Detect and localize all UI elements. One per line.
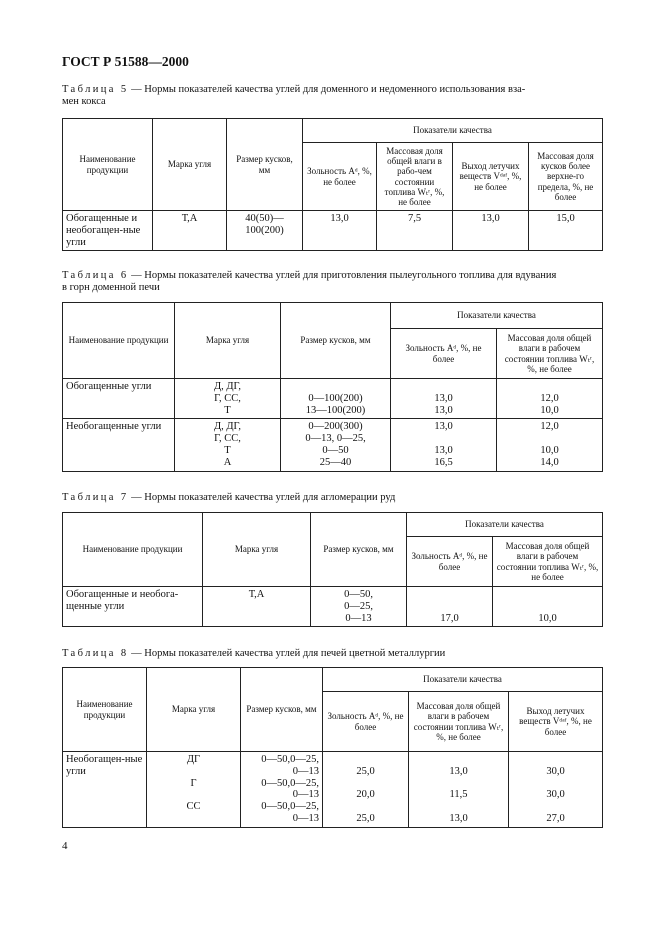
lump-size: 0—100(200) 13—100(200) — [281, 379, 391, 419]
coal-mark: Т,А — [203, 587, 311, 627]
lump-size: 0—200(300) 0—13, 0—25, 0—50 25—40 — [281, 419, 391, 471]
moisture-value: 12,0 10,0 — [497, 379, 603, 419]
lump-size: 0—50,0—25, 0—13 0—50,0—25, 0—13 0—50,0—25, 0—13 — [241, 752, 323, 828]
moisture-value: 10,0 — [493, 587, 603, 627]
col-size: Размер кусков, мм — [281, 303, 391, 379]
moisture-value: 13,0 11,5 13,0 — [409, 752, 509, 828]
table-5-title-cont: мен кокса — [62, 96, 106, 107]
col-size: Размер кусков, мм — [227, 119, 303, 211]
col-volatile: Выход летучих веществ Vᵈᵃᶠ, %, не более — [509, 692, 603, 752]
page-number: 4 — [62, 840, 68, 852]
table-8 — [62, 667, 603, 828]
table-8-title: — Нормы показателей качества углей для печей цветной металлургии — [128, 648, 446, 659]
product-name: Обогащенные угли — [63, 379, 175, 419]
ash-value: 13,0 13,0 16,5 — [391, 419, 497, 471]
col-ash: Зольность Aᵈ, %, не более — [391, 329, 497, 379]
product-name: Необогащенные угли — [63, 419, 175, 471]
coal-mark: Д, ДГ, Г, СС, Т А — [175, 419, 281, 471]
col-ash: Зольность Aᵈ, %, не более — [407, 537, 493, 587]
col-quality: Показатели качества — [407, 513, 603, 537]
col-size: Размер кусков, мм — [311, 513, 407, 587]
product-name: Необогащен-ные угли — [63, 752, 147, 828]
table-7 — [62, 512, 603, 627]
col-ash: Зольность Aᵈ, %, не более — [323, 692, 409, 752]
table-7-title: — Нормы показателей качества углей для агломерации руд — [128, 492, 396, 503]
moisture-value: 7,5 — [377, 211, 453, 251]
col-mark: Марка угля — [153, 119, 227, 211]
lump-size: 40(50)—100(200) — [227, 211, 303, 251]
coal-mark: Д, ДГ, Г, СС, Т — [175, 379, 281, 419]
coal-mark: ДГ Г СС — [147, 752, 241, 828]
volatile-value: 30,0 30,0 27,0 — [509, 752, 603, 828]
ash-value: 17,0 — [407, 587, 493, 627]
coal-mark: Т,А — [153, 211, 227, 251]
lump-size: 0—50, 0—25, 0—13 — [311, 587, 407, 627]
table-8-label: Таблица 8 — [62, 648, 129, 659]
table-row — [63, 211, 603, 251]
ash-value: 13,0 — [303, 211, 377, 251]
moisture-value: 12,0 10,0 14,0 — [497, 419, 603, 471]
product-name: Обогащенные и необога-щенные угли — [63, 587, 203, 627]
col-moisture: Массовая доля общей влаги в рабочем состоянии топлива Wₜʳ, %, не более — [497, 329, 603, 379]
col-name: Наименование продукции — [63, 303, 175, 379]
volatile-value: 13,0 — [453, 211, 529, 251]
table-8-caption — [62, 648, 445, 660]
ash-value: 13,0 13,0 — [391, 379, 497, 419]
col-quality: Показатели качества — [303, 119, 603, 143]
table-6-title: — Нормы показателей качества углей для приготовления пылеугольного топлива для вдувания — [128, 270, 557, 281]
table-5-title: — Нормы показателей качества углей для доменного и недоменного использования вза- — [128, 84, 526, 95]
table-row — [63, 419, 603, 471]
table-5 — [62, 118, 603, 251]
col-mark: Марка угля — [147, 668, 241, 752]
col-size: Размер кусков, мм — [241, 668, 323, 752]
document-id: ГОСТ Р 51588—2000 — [62, 54, 189, 69]
table-5-caption — [62, 84, 525, 108]
col-quality: Показатели качества — [323, 668, 603, 692]
col-mark: Марка угля — [175, 303, 281, 379]
product-name: Обогащенные и необогащен-ные угли — [63, 211, 153, 251]
table-6-label: Таблица 6 — [62, 270, 129, 281]
col-moisture: Массовая доля общей влаги в рабочем состоянии топлива Wₜʳ, %, не более — [409, 692, 509, 752]
table-7-label: Таблица 7 — [62, 492, 129, 503]
ash-value: 25,0 20,0 25,0 — [323, 752, 409, 828]
table-6 — [62, 302, 603, 472]
table-7-caption — [62, 492, 395, 504]
table-row — [63, 379, 603, 419]
col-oversize: Массовая доля кусков более верхне-го предела, %, не более — [529, 143, 603, 211]
col-mark: Марка угля — [203, 513, 311, 587]
col-volatile: Выход летучих веществ Vᵈᵃᶠ, %, не более — [453, 143, 529, 211]
table-5-label: Таблица 5 — [62, 84, 129, 95]
col-quality: Показатели качества — [391, 303, 603, 329]
table-6-caption — [62, 270, 556, 294]
col-name: Наименование продукции — [63, 119, 153, 211]
col-ash: Зольность Aᵈ, %, не более — [303, 143, 377, 211]
col-name: Наименование продукции — [63, 668, 147, 752]
col-name: Наименование продукции — [63, 513, 203, 587]
table-row — [63, 752, 603, 828]
oversize-value: 15,0 — [529, 211, 603, 251]
table-6-title-cont: в горн доменной печи — [62, 282, 160, 293]
col-moisture: Массовая доля общей влаги в рабочем состоянии топлива Wₜʳ, %, не более — [493, 537, 603, 587]
col-moisture: Массовая доля общей влаги в рабо-чем состоянии топлива Wₜʳ, %, не более — [377, 143, 453, 211]
table-row — [63, 587, 603, 627]
